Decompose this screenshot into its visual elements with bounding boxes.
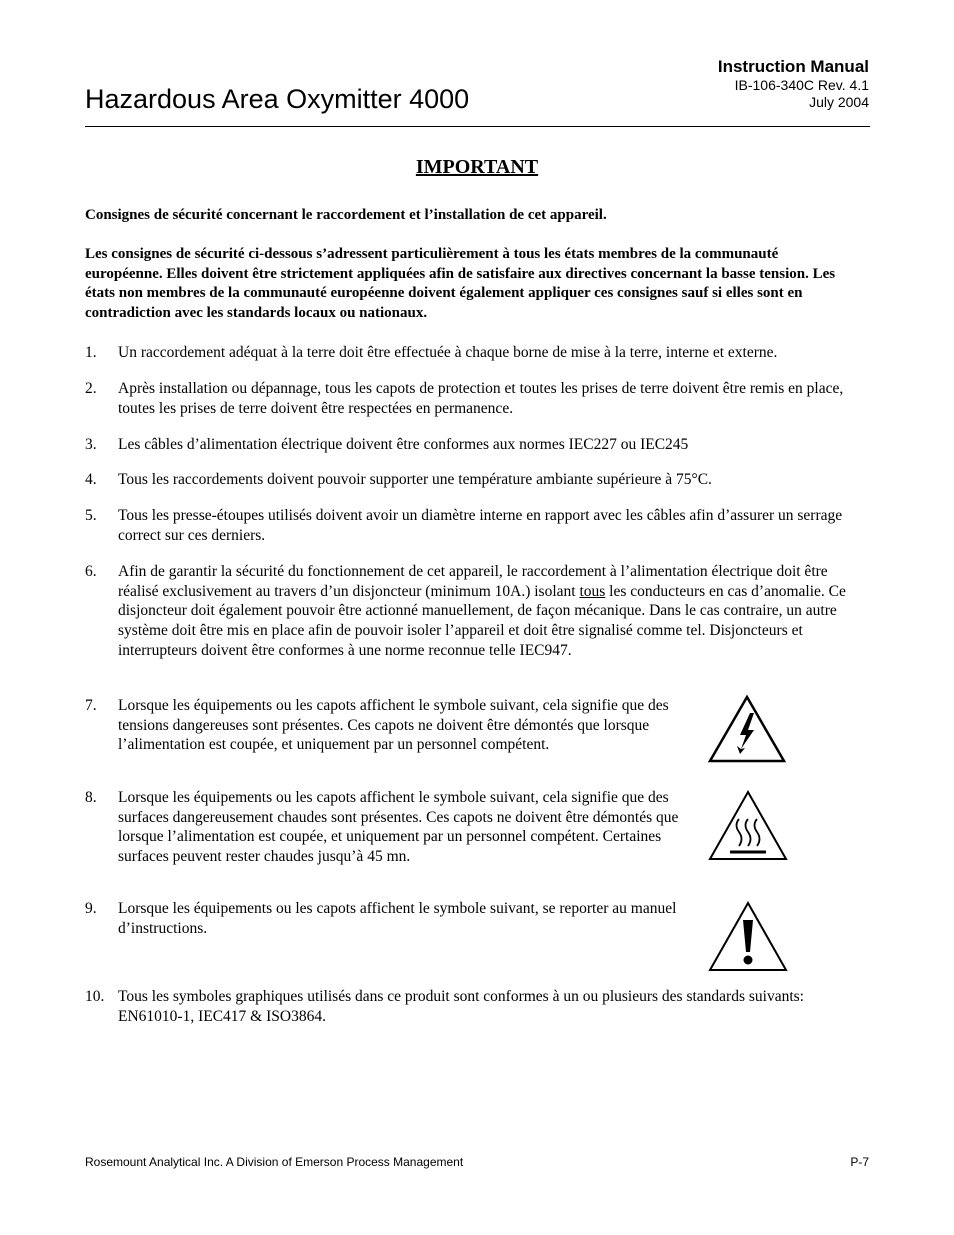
list-item-text: Tous les symboles graphiques utilisés dans ce produit sont conformes à un ou plusieurs des standards suivants: EN61010-1, IEC417 & ISO3864. (118, 988, 804, 1025)
underlined-word: tous (579, 582, 606, 600)
list-item-number: 7. (85, 697, 97, 714)
list-item-text: Lorsque les équipements ou les capots affichent le symbole suivant, cela signifie que des surfaces dangereusement chaudes sont présentes. Ces capots ne doivent être démontés que lorsque l’alimentation est coupée, et uniquement par un personnel compétent. Certaines surfaces peuvent rester chaudes jusqu’à 45 mn. (118, 789, 679, 866)
list-item-text: Lorsque les équipements ou les capots affichent le symbole suivant, cela signifie que des tensions dangereuses sont présentes. Ces capots ne doivent être démontés que lorsque l’alimentation est coupée, et uniquement par un personnel compétent. (118, 697, 669, 754)
list-item-text: Les câbles d’alimentation électrique doivent être conformes aux normes IEC227 ou IEC245 (118, 436, 689, 453)
list-item-number: 9. (85, 900, 97, 917)
list-item-text: Tous les presse-étoupes utilisés doivent avoir un diamètre interne en rapport avec les câbles afin d’assurer un serrage correct sur ces derniers. (118, 507, 843, 544)
list-item-text-part: les conducteurs en cas d’anomalie. Ce disjoncteur doit également pouvoir être actionné manuellement, de façon mécanique. Dans le cas contraire, un autre système doit être mis en place afin de pouvoir isoler l’appareil et doit être signalisé comme tel. Disjoncteurs et interrupteurs doivent être conformes à une norme reconnue telle IEC947. (118, 582, 846, 659)
manual-doc-number: IB-106-340C Rev. 4.1 (734, 77, 869, 93)
hot-surface-warning-icon (707, 789, 789, 862)
section-heading: IMPORTANT (415, 156, 539, 178)
list-item-number: 5. (85, 507, 97, 524)
list-item-number: 2. (85, 380, 97, 397)
list-item-text (118, 562, 870, 661)
list-item-number: 6. (85, 563, 97, 580)
footer-page-number: P-7 (850, 1155, 869, 1169)
manual-date: July 2004 (809, 94, 869, 110)
general-warning-icon (707, 900, 789, 973)
list-item-number: 8. (85, 789, 97, 806)
high-voltage-warning-icon (707, 694, 787, 764)
list-item-text: Un raccordement adéquat à la terre doit être effectuée à chaque borne de mise à la terre, interne et externe. (118, 344, 778, 361)
list-item-text-part: Afin de garantir la sécurité du fonctionnement de cet appareil, le raccordement à l’alimentation électrique doit être réalisé exclusivement au travers d’un disjoncteur (minimum 10A.) isolant (118, 563, 828, 600)
list-item-number: 10. (85, 988, 105, 1005)
list-item-number: 1. (85, 344, 97, 361)
manual-info (718, 56, 869, 111)
list-item-text: Tous les raccordements doivent pouvoir supporter une température ambiante supérieure à 75°C. (118, 471, 712, 488)
list-item-number: 3. (85, 436, 97, 453)
intro-paragraph-1: Consignes de sécurité concernant le raccordement et l’installation de cet appareil. (85, 207, 607, 223)
manual-title: Instruction Manual (717, 57, 869, 76)
list-item-text: Après installation ou dépannage, tous les capots de protection et toutes les prises de terre doivent être remis en place, toutes les prises de terre doivent être respectées en permanence. (118, 380, 844, 417)
list-item-text: Lorsque les équipements ou les capots affichent le symbole suivant, se reporter au manuel d’instructions. (118, 900, 677, 937)
intro-paragraph-2: Les consignes de sécurité ci-dessous s’adressent particulièrement à tous les états membres de la communauté européenne. Elles doivent être strictement appliquées afin de satisfaire aux directives concernant la basse tension. Les états non membres de la communauté européenne doivent également appliquer ces consignes sauf si elles sont en contradiction avec les standards locaux ou nationaux. (85, 246, 836, 322)
header-divider (85, 126, 870, 127)
footer-company: Rosemount Analytical Inc. A Division of Emerson Process Management (85, 1155, 464, 1169)
list-item-number: 4. (85, 471, 97, 488)
document-title: Hazardous Area Oxymitter 4000 (85, 84, 470, 114)
